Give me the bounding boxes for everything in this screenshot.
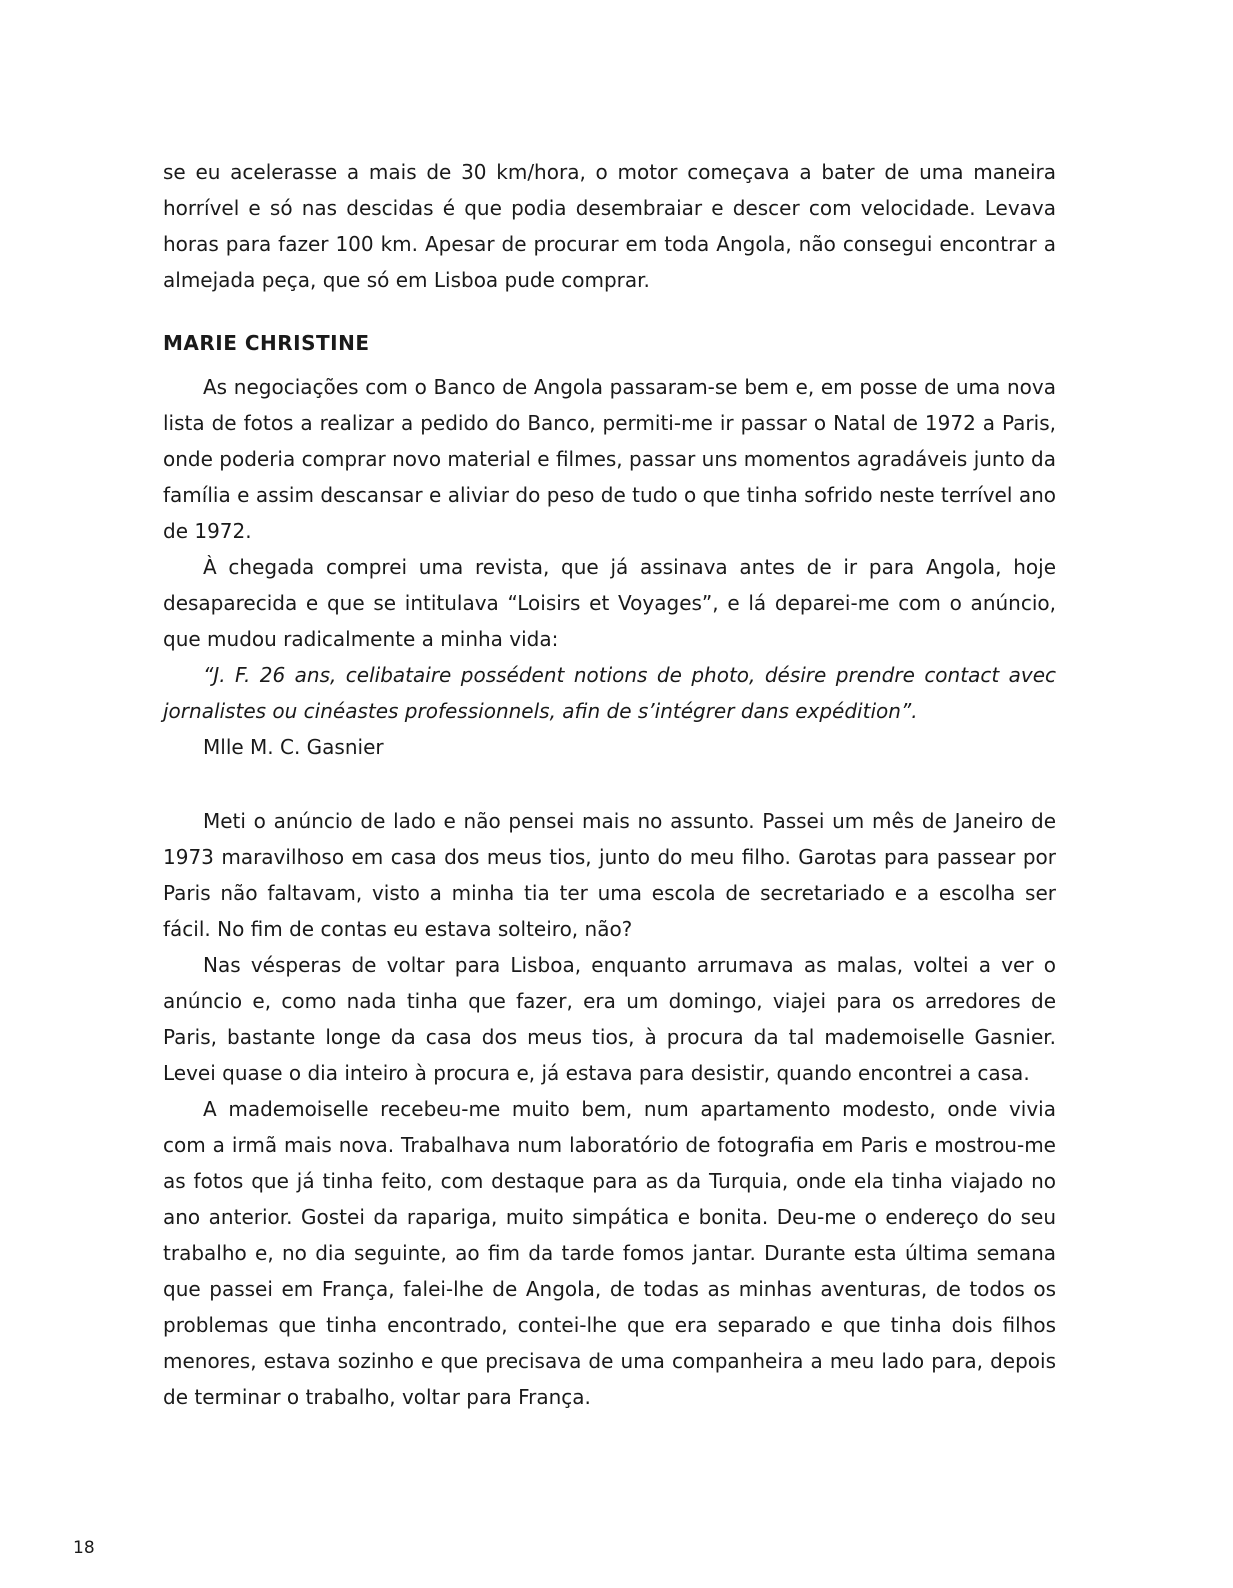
body-paragraph: Nas vésperas de voltar para Lisboa, enquanto arrumava as malas, voltei a ver o anúncio e, como nada tinha que fazer, era um domingo, viajei para os arredores de Paris, bastante longe da casa dos meus tios, à procura da tal mademoiselle Gasnier. Levei quase o dia inteiro à procura e, já estava para desistir, quando encontrei a casa. xyxy=(163,953,1056,1085)
section-heading: MARIE CHRISTINE xyxy=(163,331,370,355)
body-block-1 xyxy=(163,369,1056,765)
intro-paragraph: se eu acelerasse a mais de 30 km/hora, o motor começava a bater de uma maneira horrível e só nas descidas é que podia desembraiar e descer com velocidade. Levava horas para fazer 100 km. Apesar de procurar em toda Angola, não consegui encontrar a almejada peça, que só em Lisboa pude comprar. xyxy=(163,160,1056,292)
body-paragraph: Meti o anúncio de lado e não pensei mais no assunto. Passei um mês de Janeiro de 1973 maravilhoso em casa dos meus tios, junto do meu filho. Garotas para passear por Paris não faltavam, visto a minha tia ter uma escola de secretariado e a escolha ser fácil. No fim de contas eu estava solteiro, não? xyxy=(163,809,1056,941)
advert-signature: Mlle M. C. Gasnier xyxy=(203,735,384,759)
intro-paragraph-block xyxy=(163,154,1056,298)
page-number: 18 xyxy=(73,1538,95,1558)
body-paragraph: À chegada comprei uma revista, que já assinava antes de ir para Angola, hoje desaparecida e que se intitulava “Loisirs et Voyages”, e lá deparei-me com o anúncio, que mudou radicalmente a minha vida: xyxy=(163,555,1056,651)
body-block-2 xyxy=(163,803,1056,1415)
quoted-advert: “J. F. 26 ans, celibataire possédent notions de photo, désire prendre contact avec jornalistes ou cinéastes professionnels, afin de s’intégrer dans expédition”. xyxy=(163,663,1056,723)
body-paragraph: As negociações com o Banco de Angola passaram-se bem e, em posse de uma nova lista de fotos a realizar a pedido do Banco, permiti-me ir passar o Natal de 1972 a Paris, onde poderia comprar novo material e filmes, passar uns momentos agradáveis junto da família e assim descansar e aliviar do peso de tudo o que tinha sofrido neste terrível ano de 1972. xyxy=(163,375,1056,543)
body-paragraph: A mademoiselle recebeu-me muito bem, num apartamento modesto, onde vivia com a irmã mais nova. Trabalhava num laboratório de fotografia em Paris e mostrou-me as fotos que já tinha feito, com destaque para as da Turquia, onde ela tinha viajado no ano anterior. Gostei da rapariga, muito simpática e bonita. Deu-me o endereço do seu trabalho e, no dia seguinte, ao fim da tarde fomos jantar. Durante esta última semana que passei em França, falei-lhe de Angola, de todas as minhas aventuras, de todos os problemas que tinha encontrado, contei-lhe que era separado e que tinha dois filhos menores, estava sozinho e que precisava de uma companheira a meu lado para, depois de terminar o trabalho, voltar para França. xyxy=(163,1097,1056,1409)
